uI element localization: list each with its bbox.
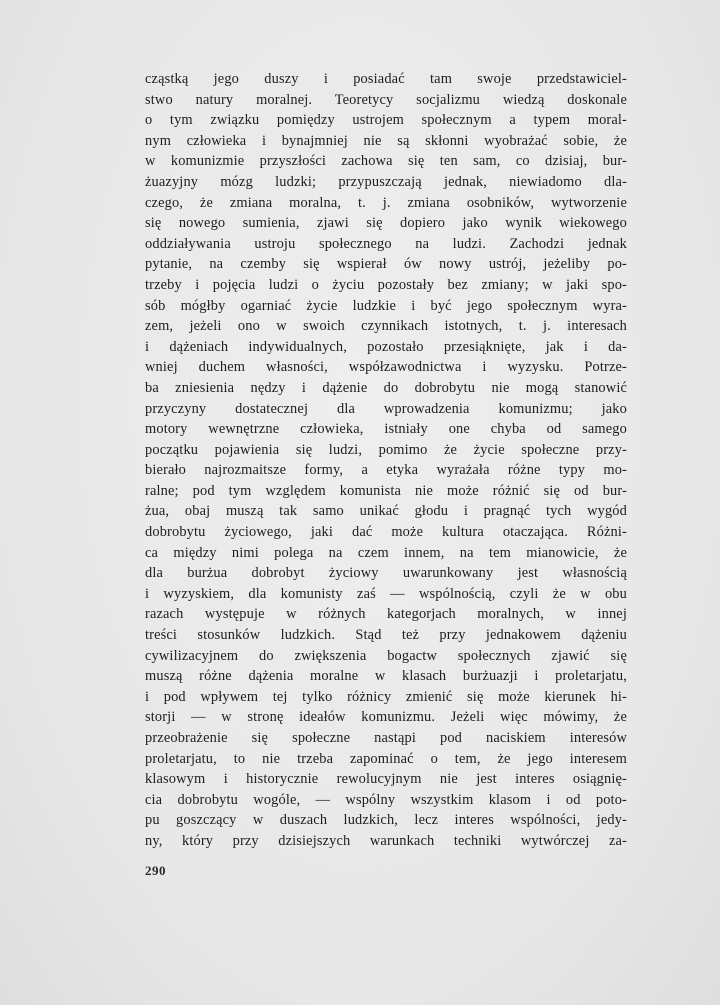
text-line: muszą różne dążenia moralne w klasach burżuazji i proletarjatu, [145, 668, 627, 685]
text-line: sób mógłby ogarniać życie ludzkie i być jego społecznym wyra- [145, 297, 627, 314]
text-line: cywilizacyjnem do zwiększenia bogactw społecznych zjawić się [145, 647, 627, 664]
text-line: i pod wpływem tej tylko różnicy zmienić się może kierunek hi- [145, 688, 627, 705]
text-line: dla burżua dobrobyt życiowy uwarunkowany jest własnością [145, 565, 627, 582]
text-line: proletarjatu, to nie trzeba zapominać o tem, że jego interesem [145, 750, 627, 767]
text-line: oddziaływania ustroju społecznego na ludzi. Zachodzi jednak [145, 235, 627, 252]
text-line: motory wewnętrzne człowieka, istniały one chyba od samego [145, 421, 627, 438]
text-line: żua, obaj muszą tak samo unikać głodu i pragnąć tych wygód [145, 503, 627, 520]
text-line: się nowego sumienia, zjawi się dopiero jako wynik wiekowego [145, 215, 627, 232]
text-line: przeobrażenie się społeczne nastąpi pod naciskiem interesów [145, 730, 627, 746]
text-line: storji — w stronę ideałów komunizmu. Jeżeli więc mówimy, że [145, 709, 627, 726]
text-line: klasowym i historycznie rewolucyjnym nie jest interes osiągnię- [145, 771, 627, 788]
text-line: czego, że zmiana moralna, t. j. zmiana osobników, wytworzenie [145, 194, 627, 211]
text-line: ny, który przy dzisiejszych warunkach techniki wytwórczej za- [145, 832, 627, 849]
text-line: trzeby i pojęcia ludzi o życiu pozostały bez zmiany; w jaki spo- [145, 276, 627, 293]
text-line: stwo natury moralnej. Teoretycy socjalizmu wiedzą doskonale [145, 91, 627, 108]
text-line: nym człowieka i bynajmniej nie są skłonni wyobrażać sobie, że [145, 132, 627, 149]
text-line: cia dobrobytu wogóle, — wspólny wszystkim klasom i od poto- [145, 791, 627, 808]
text-line: dobrobytu życiowego, jaki dać może kultura otaczająca. Różni- [145, 524, 627, 541]
text-line: treści stosunków ludzkich. Stąd też przy jednakowem dążeniu [145, 627, 627, 644]
text-line: ba zniesienia nędzy i dążenie do dobrobytu nie mogą stanowić [145, 379, 627, 396]
text-line: razach występuje w różnych kategorjach moralnych, w innej [145, 606, 627, 623]
text-line: żuazyjny mózg ludzki; przypuszczają jednak, niewiadomo dla- [145, 173, 627, 190]
text-line: o tym związku pomiędzy ustrojem społecznym a typem moral- [145, 112, 627, 129]
text-line: bierało najrozmaitsze formy, a etyka wyrażała różne typy mo- [145, 462, 627, 479]
text-line: i wyzyskiem, dla komunisty zaś — wspólnością, czyli że w obu [145, 585, 627, 602]
text-line: i dążeniach indywidualnych, pozostało przesiąknięte, jak i da- [145, 338, 627, 355]
text-line: pu goszczący w duszach ludzkich, lecz interes wspólności, jedy- [145, 812, 627, 829]
body-text [145, 69, 627, 852]
text-line: cząstką jego duszy i posiadać tam swoje przedstawiciel- [145, 71, 627, 87]
text-line: w komunizmie przyszłości zachowa się ten sam, co dzisiaj, bur- [145, 153, 627, 170]
text-line: ca między nimi polega na czem innem, na tem mianowicie, że [145, 544, 627, 561]
page-number: 290 [145, 863, 166, 878]
text-line: wniej duchem własności, współzawodnictwa i wyzysku. Potrze- [145, 359, 627, 376]
text-line: ralne; pod tym względem komunista nie może różnić się od bur- [145, 482, 627, 499]
text-line: pytanie, na czemby się wspierał ów nowy ustrój, jeżeliby po- [145, 256, 627, 273]
text-line: przyczyny dostatecznej dla wprowadzenia komunizmu; jako [145, 400, 627, 417]
text-line: zem, jeżeli ono w swoich czynnikach istotnych, t. j. interesach [145, 318, 627, 335]
text-line: początku pojawienia się ludzi, pomimo że życie społeczne przy- [145, 441, 627, 458]
